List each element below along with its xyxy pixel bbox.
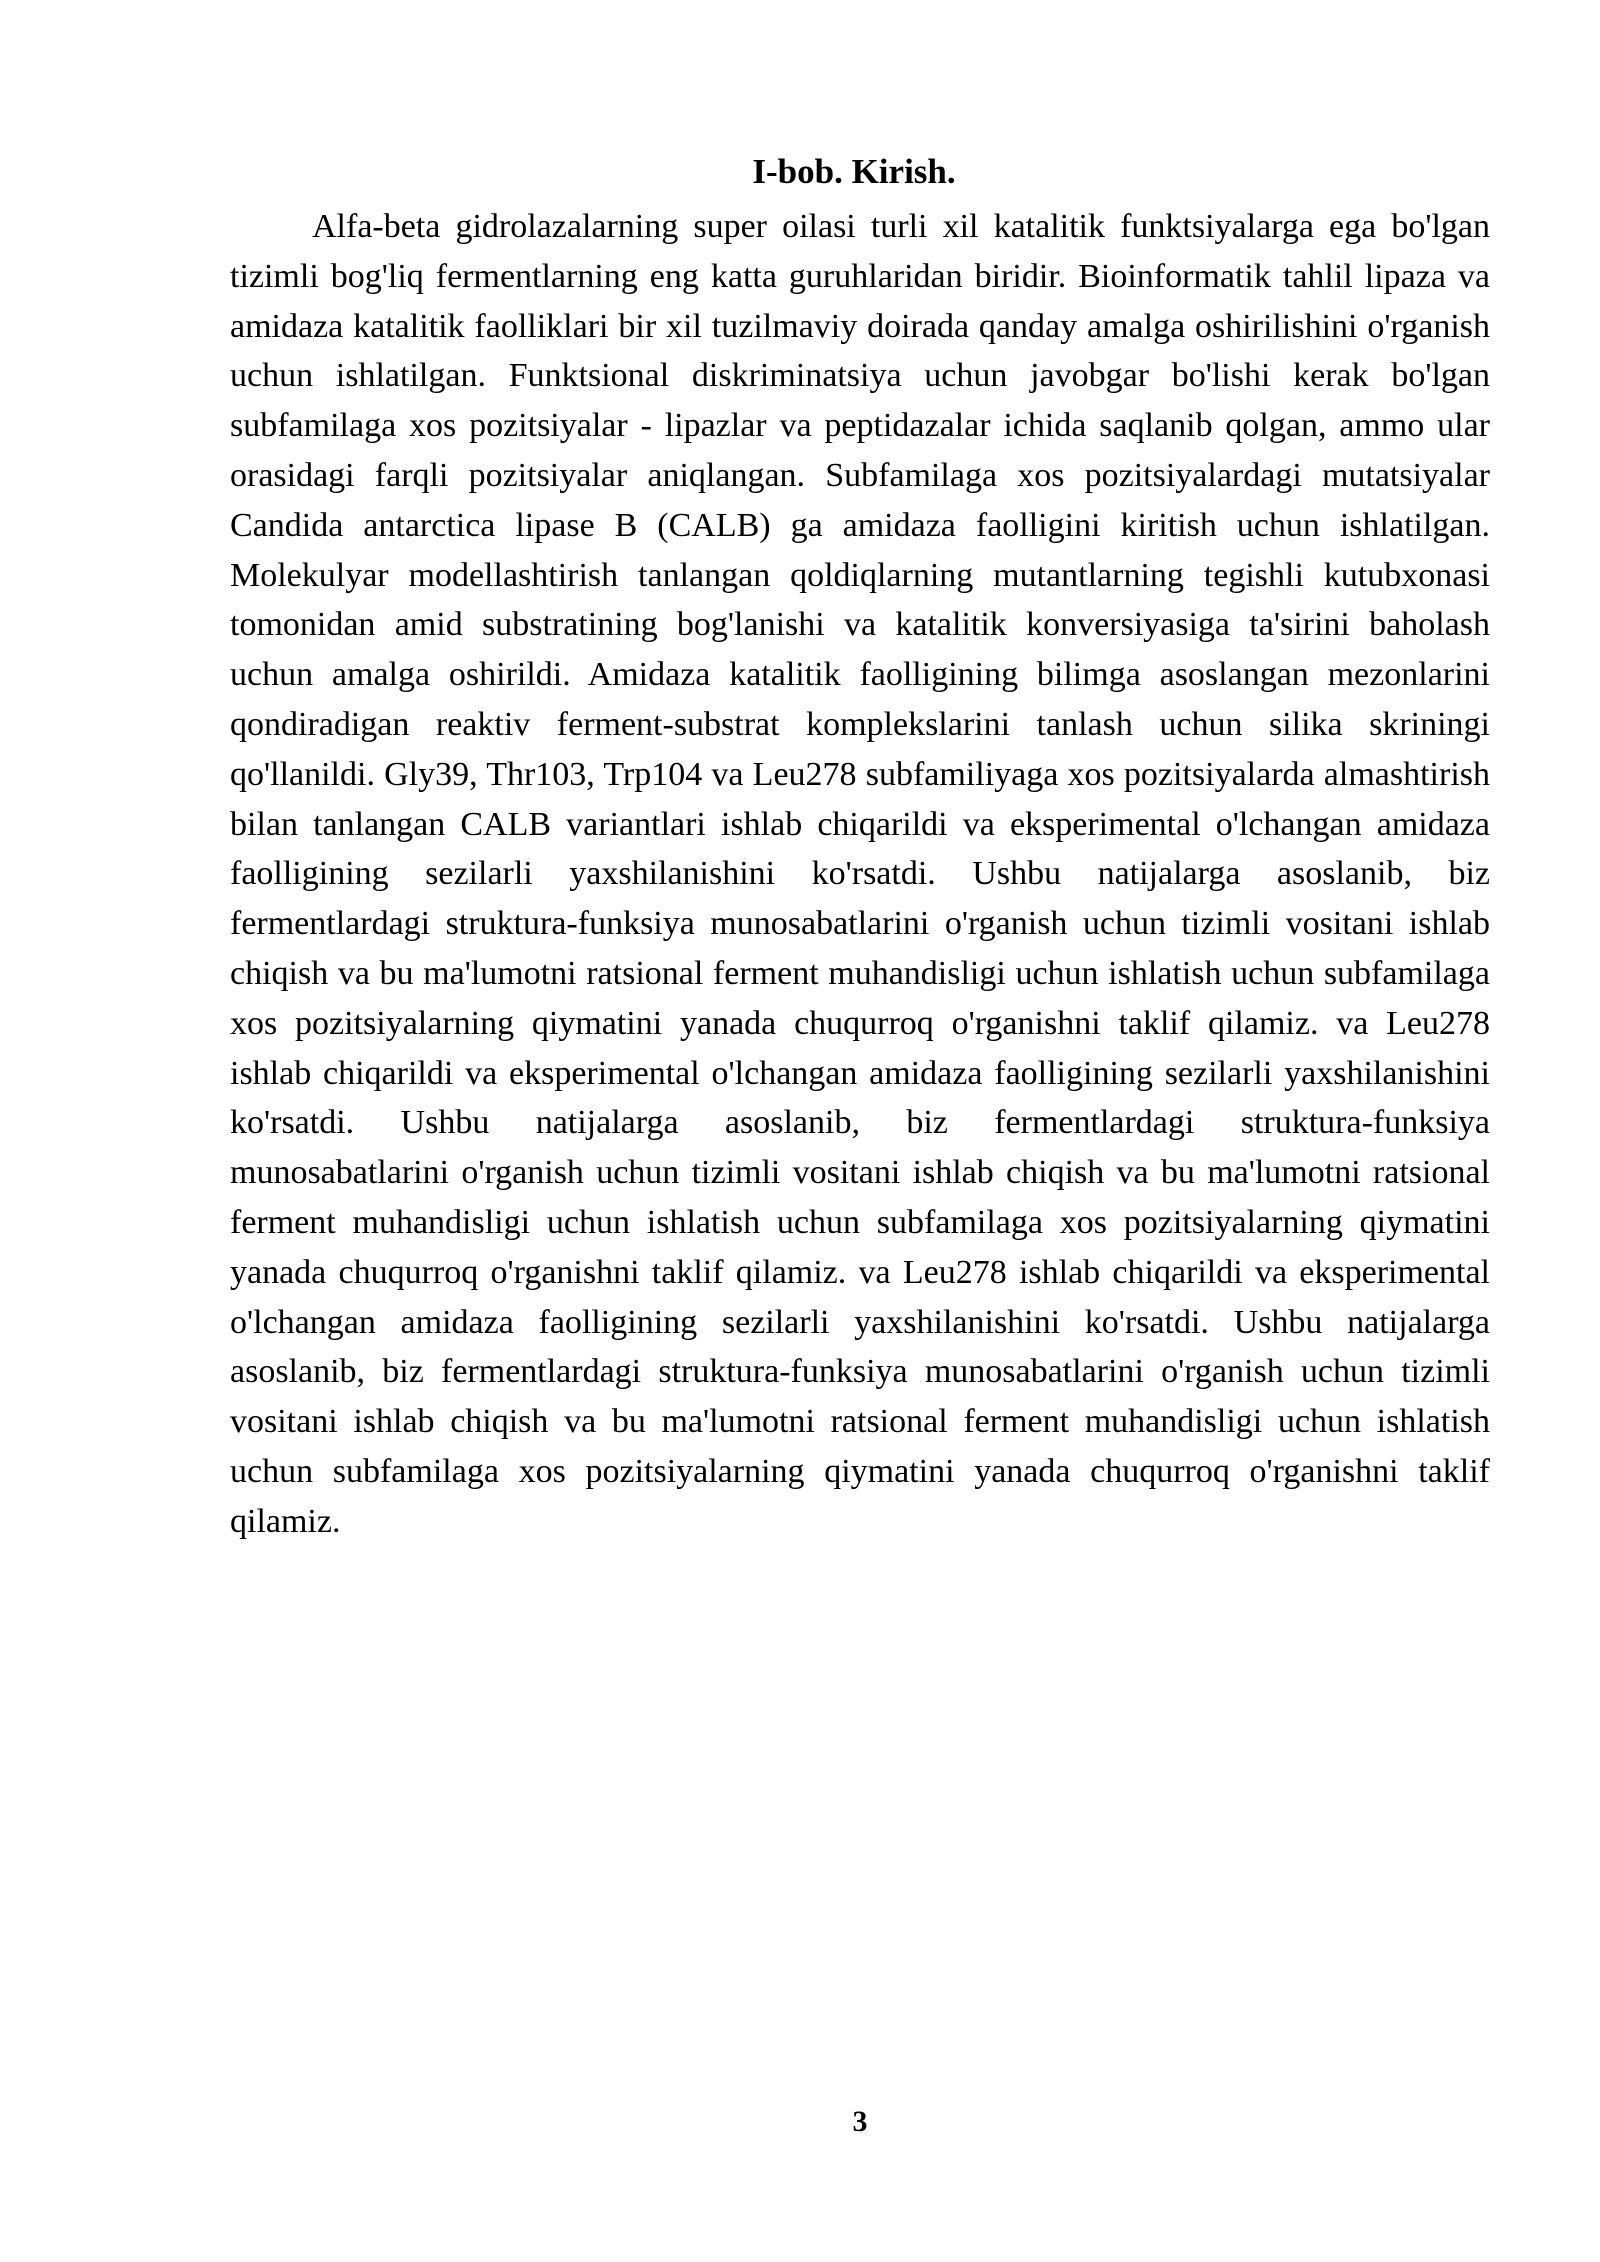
page-number: 3 bbox=[852, 2105, 868, 2138]
chapter-title: I-bob. Kirish. bbox=[752, 152, 956, 191]
body-paragraph: Alfa-beta gidrolazalarning super oilasi turli xil katalitik funktsiyalarga ega bo'lgan tizimli bog'liq fermentlarning eng katta guruhlaridan biridir. Bioinformatik tahlil lipaza va amidaza katalitik faolliklari bir xil tuzilmaviy doirada qanday amalga oshirilishini o'rganish uchun ishlatilgan. Funktsional diskriminatsiya uchun javobgar bo'lishi kerak bo'lgan subfamilaga xos pozitsiyalar - lipazlar va peptidazalar ichida saqlanib qolgan, ammo ular orasidagi farqli pozitsiyalar aniqlangan. Subfamilaga xos pozitsiyalardagi mutatsiyalar Candida antarctica lipase B (CALB) ga amidaza faolligini kiritish uchun ishlatilgan. Molekulyar modellashtirish tanlangan qoldiqlarning mutantlarning tegishli kutubxonasi tomonidan amid substratining bog'lanishi va katalitik konversiyasiga ta'sirini baholash uchun amalga oshirildi. Amidaza katalitik faolligining bilimga asoslangan mezonlarini qondiradigan reaktiv ferment-substrat komplekslarini tanlash uchun silika skriningi qo'llanildi. Gly39, Thr103, Trp104 va Leu278 subfamiliyaga xos pozitsiyalarda almashtirish bilan tanlangan CALB variantlari ishlab chiqarildi va eksperimental o'lchangan amidaza faolligining sezilarli yaxshilanishini ko'rsatdi. Ushbu natijalarga asoslanib, biz fermentlardagi struktura-funksiya munosabatlarini o'rganish uchun tizimli vositani ishlab chiqish va bu ma'lumotni ratsional ferment muhandisligi uchun ishlatish uchun subfamilaga xos pozitsiyalarning qiymatini yanada chuqurroq o'rganishni taklif qilamiz. va Leu278 ishlab chiqarildi va eksperimental o'lchangan amidaza faolligining sezilarli yaxshilanishini ko'rsatdi. Ushbu natijalarga asoslanib, biz fermentlardagi struktura-funksiya munosabatlarini o'rganish uchun tizimli vositani ishlab chiqish va bu ma'lumotni ratsional ferment muhandisligi uchun ishlatish uchun subfamilaga xos pozitsiyalarning qiymatini yanada chuqurroq o'rganishni taklif qilamiz. va Leu278 ishlab chiqarildi va eksperimental o'lchangan amidaza faolligining sezilarli yaxshilanishini ko'rsatdi. Ushbu natijalarga asoslanib, biz fermentlardagi struktura-funksiya munosabatlarini o'rganish uchun tizimli vositani ishlab chiqish va bu ma'lumotni ratsional ferment muhandisligi uchun ishlatish uchun subfamilaga xos pozitsiyalarning qiymatini yanada chuqurroq o'rganishni taklif qilamiz. bbox=[230, 208, 1490, 1540]
